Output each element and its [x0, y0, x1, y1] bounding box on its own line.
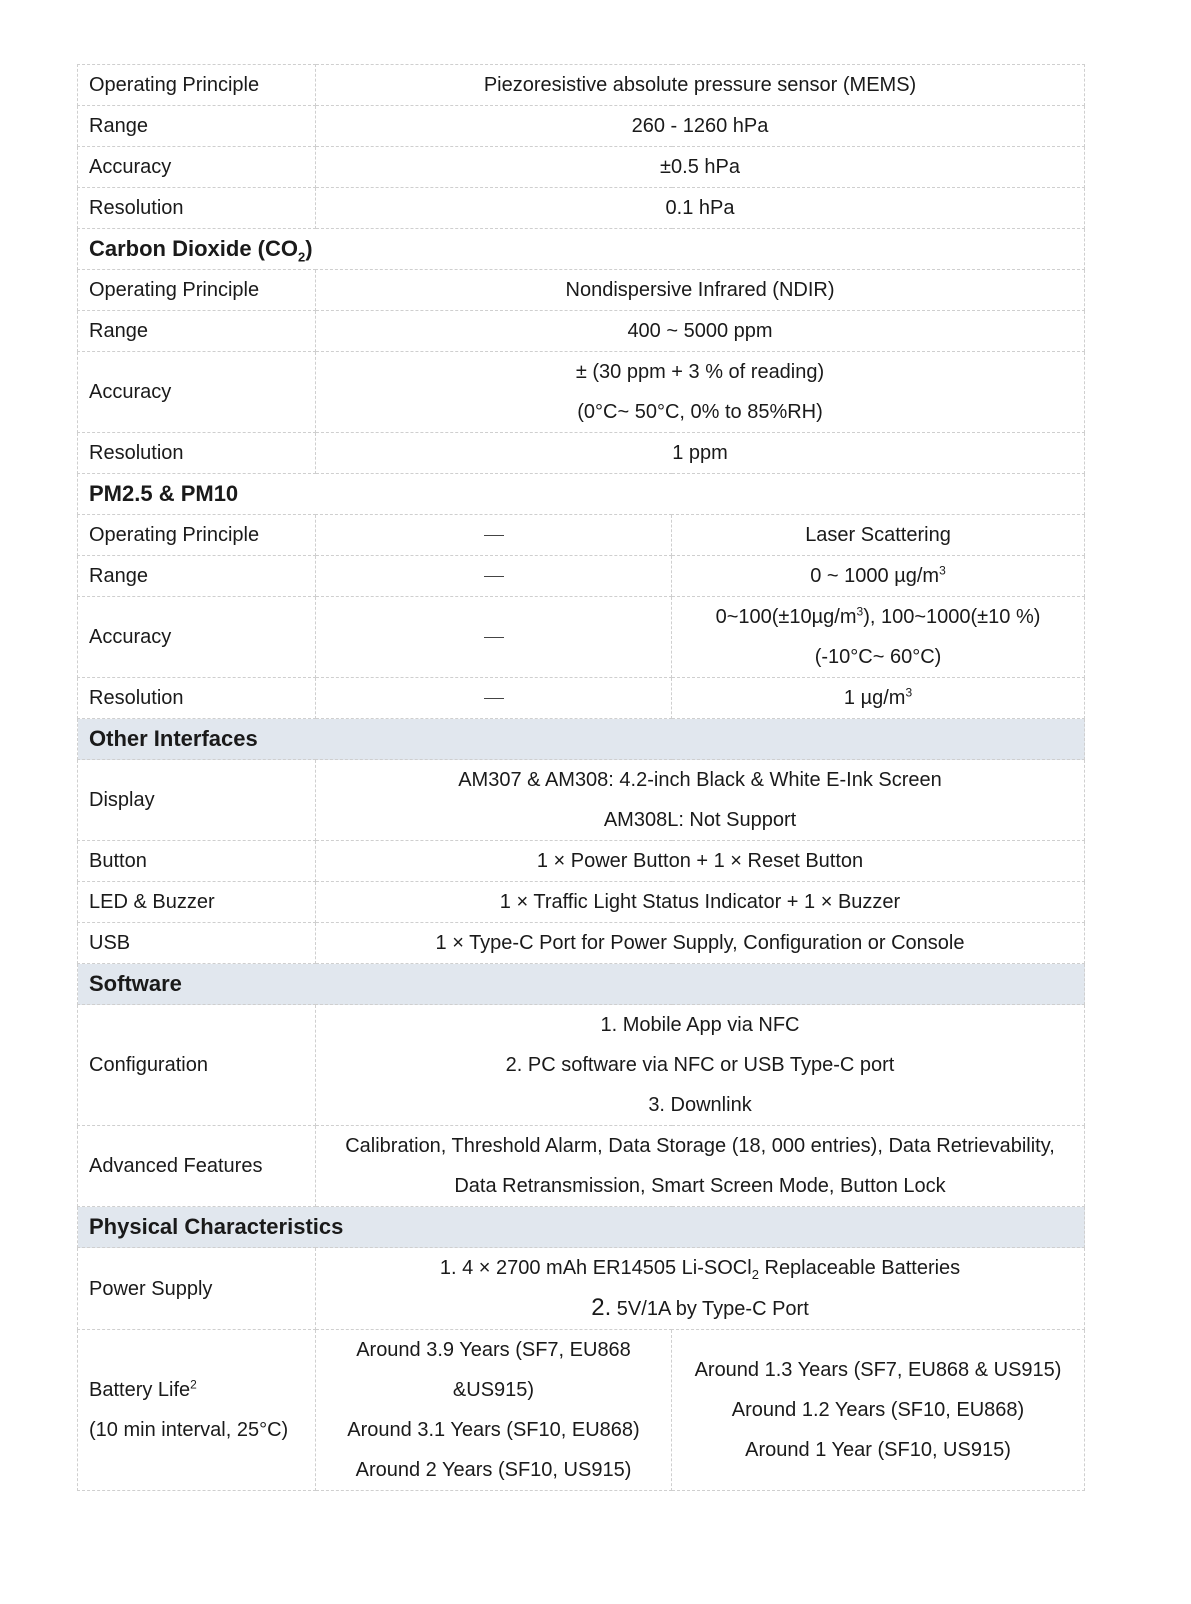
em-dash-icon [484, 535, 504, 536]
table-row [78, 556, 1085, 597]
co2-principle-label: Operating Principle [78, 270, 316, 311]
table-row [78, 311, 1085, 352]
configuration-item: 1. Mobile App via NFC [600, 1014, 800, 1036]
co2-accuracy-line2: (0°C~ 50°C, 0% to 85%RH) [577, 401, 823, 423]
battery-life-label-line2: (10 min interval, 25°C) [89, 1419, 289, 1441]
table-row [78, 433, 1085, 474]
table-row [78, 597, 1085, 678]
table-row [78, 352, 1085, 433]
configuration-value [316, 1005, 1085, 1126]
pm-principle-label: Operating Principle [78, 515, 316, 556]
display-value [316, 760, 1085, 841]
table-row [78, 678, 1085, 719]
pm-resolution-sup: 3 [905, 685, 913, 700]
battery-life-right [672, 1330, 1085, 1491]
pm-accuracy-na [316, 597, 672, 678]
power-line2-text: 5V/1A by Type-C Port [611, 1298, 809, 1320]
physical-section-title: Physical Characteristics [78, 1207, 1085, 1248]
advanced-features-label: Advanced Features [78, 1126, 316, 1207]
power-supply-line1 [327, 1248, 1073, 1288]
power-supply-value [316, 1248, 1085, 1330]
advanced-features-line2: Data Retransmission, Smart Screen Mode, Button Lock [454, 1175, 946, 1197]
led-value: 1 × Traffic Light Status Indicator + 1 × Buzzer [316, 882, 1085, 923]
co2-title-suffix: ) [305, 236, 313, 261]
table-row [78, 1330, 1085, 1491]
power-supply-label: Power Supply [78, 1248, 316, 1330]
battery-left-line: &US915) [452, 1379, 535, 1401]
table-row [78, 841, 1085, 882]
power-line1-b: Replaceable Batteries [758, 1257, 961, 1279]
co2-accuracy-value [316, 352, 1085, 433]
co2-section-title [78, 229, 1085, 270]
battery-right-line: Around 1.3 Years (SF7, EU868 & US915) [694, 1359, 1062, 1381]
pm-resolution-na [316, 678, 672, 719]
table-row [78, 188, 1085, 229]
co2-title-prefix: Carbon Dioxide (CO [89, 236, 299, 261]
pm-range-sup: 3 [939, 563, 946, 578]
pressure-accuracy-value: ±0.5 hPa [316, 147, 1085, 188]
pm-accuracy-line1-sup: 3 [856, 604, 864, 619]
battery-right-line: Around 1.2 Years (SF10, EU868) [731, 1399, 1025, 1421]
table-row [78, 923, 1085, 964]
configuration-item: 3. Downlink [648, 1094, 752, 1116]
pressure-range-value: 260 - 1260 hPa [316, 106, 1085, 147]
pm-principle-value: Laser Scattering [672, 515, 1085, 556]
co2-accuracy-line1: ± (30 ppm + 3 % of reading) [575, 361, 825, 383]
pm-range-na [316, 556, 672, 597]
advanced-features-line1: Calibration, Threshold Alarm, Data Storage (18, 000 entries), Data Retrievability, [345, 1135, 1055, 1157]
interfaces-section-title: Other Interfaces [78, 719, 1085, 760]
battery-left-line: Around 3.9 Years (SF7, EU868 [356, 1339, 631, 1361]
software-section-title: Software [78, 964, 1085, 1005]
power-line1-sub: 2 [751, 1267, 759, 1282]
display-line2: AM308L: Not Support [603, 809, 797, 831]
usb-label: USB [78, 923, 316, 964]
pm-principle-na [316, 515, 672, 556]
pressure-principle-label: Operating Principle [78, 65, 316, 106]
display-label: Display [78, 760, 316, 841]
table-row [78, 474, 1085, 515]
co2-resolution-value: 1 ppm [316, 433, 1085, 474]
pm-accuracy-line1-a: 0~100(±10µg/m [715, 606, 857, 628]
table-row [78, 1005, 1085, 1126]
co2-range-value: 400 ~ 5000 ppm [316, 311, 1085, 352]
battery-right-line: Around 1 Year (SF10, US915) [745, 1439, 1011, 1461]
pm-section-title: PM2.5 & PM10 [78, 474, 1085, 515]
pm-accuracy-value [672, 597, 1085, 678]
pm-resolution-value [672, 678, 1085, 719]
pressure-accuracy-label: Accuracy [78, 147, 316, 188]
battery-left-line: Around 2 Years (SF10, US915) [355, 1459, 632, 1481]
pm-range-text: 0 ~ 1000 µg/m [810, 565, 940, 587]
battery-life-label-line1 [89, 1370, 304, 1410]
table-row [78, 65, 1085, 106]
table-row [78, 760, 1085, 841]
pm-accuracy-line2: (-10°C~ 60°C) [814, 646, 942, 668]
em-dash-icon [484, 698, 504, 699]
co2-accuracy-label: Accuracy [78, 352, 316, 433]
battery-life-label-text: Battery Life [89, 1379, 191, 1401]
table-row [78, 1126, 1085, 1207]
section-header-row [78, 1207, 1085, 1248]
table-row [78, 270, 1085, 311]
pressure-range-label: Range [78, 106, 316, 147]
power-line1-a: 1. 4 × 2700 mAh ER14505 Li-SOCl [439, 1257, 752, 1279]
button-value: 1 × Power Button + 1 × Reset Button [316, 841, 1085, 882]
table-row [78, 882, 1085, 923]
configuration-label: Configuration [78, 1005, 316, 1126]
section-header-row [78, 964, 1085, 1005]
table-row [78, 229, 1085, 270]
button-label: Button [78, 841, 316, 882]
pm-resolution-text: 1 µg/m [843, 687, 906, 709]
power-supply-line2 [327, 1288, 1073, 1329]
battery-life-label-sup: 2 [190, 1377, 197, 1392]
pressure-principle-value: Piezoresistive absolute pressure sensor (MEMS) [316, 65, 1085, 106]
co2-resolution-label: Resolution [78, 433, 316, 474]
pm-range-label: Range [78, 556, 316, 597]
usb-value: 1 × Type-C Port for Power Supply, Configuration or Console [316, 923, 1085, 964]
power-line2-number: 2. [591, 1294, 612, 1321]
led-label: LED & Buzzer [78, 882, 316, 923]
pm-accuracy-line1-b: ), 100~1000(±10 %) [863, 606, 1041, 628]
pm-accuracy-label: Accuracy [78, 597, 316, 678]
em-dash-icon [484, 576, 504, 577]
configuration-item: 2. PC software via NFC or USB Type-C port [505, 1054, 895, 1076]
em-dash-icon [484, 637, 504, 638]
table-row [78, 106, 1085, 147]
table-row [78, 147, 1085, 188]
advanced-features-value [316, 1126, 1085, 1207]
section-header-row [78, 719, 1085, 760]
table-row [78, 515, 1085, 556]
battery-life-left [316, 1330, 672, 1491]
pressure-resolution-value: 0.1 hPa [316, 188, 1085, 229]
co2-principle-value: Nondispersive Infrared (NDIR) [316, 270, 1085, 311]
co2-range-label: Range [78, 311, 316, 352]
pressure-resolution-label: Resolution [78, 188, 316, 229]
battery-left-line: Around 3.1 Years (SF10, EU868) [347, 1419, 640, 1441]
battery-life-label [78, 1330, 316, 1491]
table-row [78, 1248, 1085, 1330]
pm-accuracy-line1 [683, 597, 1073, 637]
pm-resolution-label: Resolution [78, 678, 316, 719]
spec-table [77, 64, 1085, 1491]
pm-range-value [672, 556, 1085, 597]
co2-title-subscript: 2 [298, 249, 306, 265]
display-line1: AM307 & AM308: 4.2-inch Black & White E-Ink Screen [458, 769, 942, 791]
